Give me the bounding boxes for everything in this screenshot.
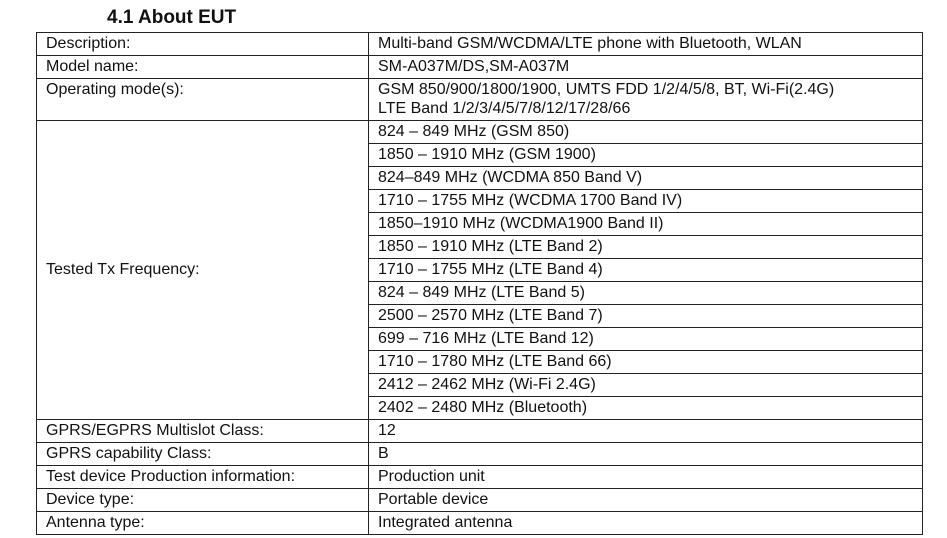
multislot-class-label: GPRS/EGPRS Multislot Class: [37, 420, 369, 443]
tx-frequency-value: 2500 – 2570 MHz (LTE Band 7) [369, 305, 923, 328]
tx-frequency-value: 2402 – 2480 MHz (Bluetooth) [369, 397, 923, 420]
operating-modes-line: GSM 850/900/1800/1900, UMTS FDD 1/2/4/5/8, BT, Wi-Fi(2.4G) [378, 81, 835, 98]
section-heading: 4.1 About EUT [107, 7, 237, 28]
eut-info-table [36, 32, 923, 535]
table-row [37, 512, 923, 535]
operating-modes-line: LTE Band 1/2/3/4/5/7/8/12/17/28/66 [378, 100, 631, 117]
tested-tx-frequency-label: Tested Tx Frequency: [37, 121, 369, 420]
capability-class-value: B [369, 443, 923, 466]
device-type-value: Portable device [369, 489, 923, 512]
production-info-label: Test device Production information: [37, 466, 369, 489]
tx-frequency-value: 1850–1910 MHz (WCDMA1900 Band II) [369, 213, 923, 236]
device-type-label: Device type: [37, 489, 369, 512]
multislot-class-value: 12 [369, 420, 923, 443]
description-value: Multi-band GSM/WCDMA/LTE phone with Bluetooth, WLAN [369, 33, 923, 56]
tx-frequency-value: 824 – 849 MHz (LTE Band 5) [369, 282, 923, 305]
table-row [37, 443, 923, 466]
operating-modes-label: Operating mode(s): [37, 79, 369, 121]
table-row [37, 420, 923, 443]
tx-frequency-value: 2412 – 2462 MHz (Wi-Fi 2.4G) [369, 374, 923, 397]
table-row [37, 121, 923, 144]
table-row [37, 466, 923, 489]
tx-frequency-value: 824–849 MHz (WCDMA 850 Band V) [369, 167, 923, 190]
tx-frequency-value: 824 – 849 MHz (GSM 850) [369, 121, 923, 144]
antenna-type-value: Integrated antenna [369, 512, 923, 535]
model-name-value: SM-A037M/DS,SM-A037M [369, 56, 923, 79]
tx-frequency-value: 1850 – 1910 MHz (GSM 1900) [369, 144, 923, 167]
tx-frequency-value: 1710 – 1755 MHz (WCDMA 1700 Band IV) [369, 190, 923, 213]
table-row [37, 33, 923, 56]
description-label: Description: [37, 33, 369, 56]
antenna-type-label: Antenna type: [37, 512, 369, 535]
production-info-value: Production unit [369, 466, 923, 489]
operating-modes-value [369, 79, 923, 121]
capability-class-label: GPRS capability Class: [37, 443, 369, 466]
tx-frequency-value: 699 – 716 MHz (LTE Band 12) [369, 328, 923, 351]
tx-frequency-value: 1710 – 1780 MHz (LTE Band 66) [369, 351, 923, 374]
table-row [37, 79, 923, 121]
table-row [37, 56, 923, 79]
model-name-label: Model name: [37, 56, 369, 79]
tx-frequency-value: 1710 – 1755 MHz (LTE Band 4) [369, 259, 923, 282]
table-row [37, 489, 923, 512]
tx-frequency-value: 1850 – 1910 MHz (LTE Band 2) [369, 236, 923, 259]
